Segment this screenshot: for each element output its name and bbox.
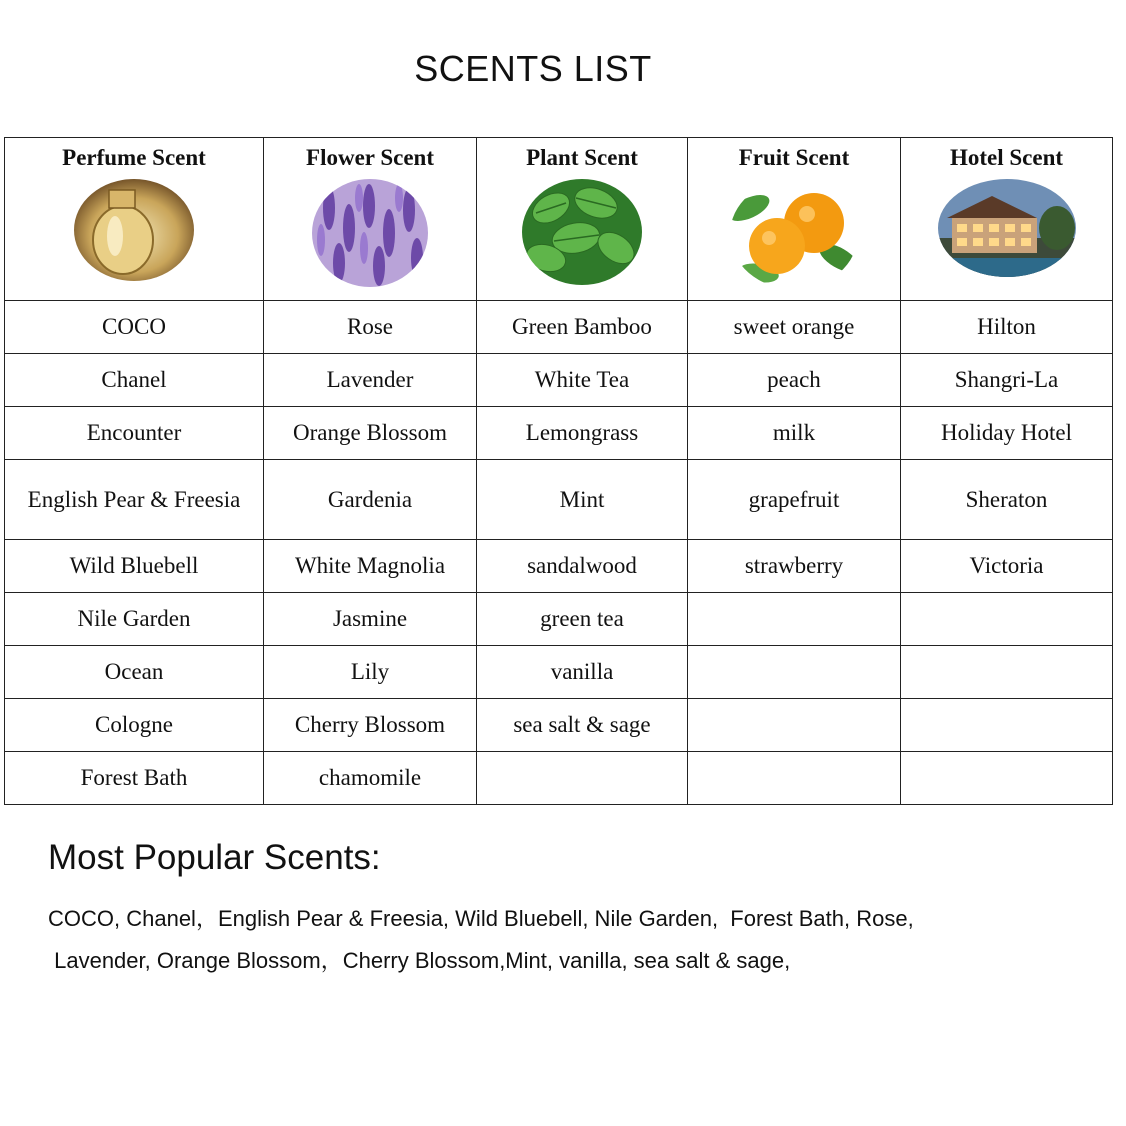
column-header-hotel — [901, 138, 1113, 301]
table-cell: Victoria — [901, 540, 1113, 593]
table-row — [5, 752, 1113, 805]
table-cell: strawberry — [688, 540, 901, 593]
table-cell: Green Bamboo — [477, 301, 688, 354]
table-cell: COCO — [5, 301, 264, 354]
column-label: Flower Scent — [306, 145, 434, 170]
table-cell: White Magnolia — [264, 540, 477, 593]
table-cell: Rose — [264, 301, 477, 354]
table-cell: Encounter — [5, 407, 264, 460]
column-label: Plant Scent — [526, 145, 638, 170]
table-cell: White Tea — [477, 354, 688, 407]
table-cell: sea salt & sage — [477, 699, 688, 752]
table-row — [5, 460, 1113, 540]
column-label: Fruit Scent — [738, 145, 850, 170]
table-cell — [688, 752, 901, 805]
column-label: Perfume Scent — [62, 145, 206, 170]
table-cell: Jasmine — [264, 593, 477, 646]
hotel-building-icon — [937, 178, 1077, 278]
table-cell: Lavender — [264, 354, 477, 407]
table-row — [5, 354, 1113, 407]
table-cell: Orange Blossom — [264, 407, 477, 460]
table-cell: Lily — [264, 646, 477, 699]
table-cell: Hilton — [901, 301, 1113, 354]
popular-scents-line-2: Lavender, Orange Blossom，Cherry Blossom,Mint, vanilla, sea salt & sage, — [48, 948, 791, 973]
table-cell: Cherry Blossom — [264, 699, 477, 752]
mint-leaves-icon — [521, 178, 643, 286]
table-row — [5, 301, 1113, 354]
table-cell: Chanel — [5, 354, 264, 407]
table-cell: Sheraton — [901, 460, 1113, 540]
table-cell: English Pear & Freesia — [5, 460, 264, 540]
table-cell: Forest Bath — [5, 752, 264, 805]
popular-scents-heading: Most Popular Scents: — [48, 838, 381, 877]
table-cell — [901, 646, 1113, 699]
table-cell: milk — [688, 407, 901, 460]
table-cell: Ocean — [5, 646, 264, 699]
table-cell: sandalwood — [477, 540, 688, 593]
orange-fruit-icon — [729, 178, 859, 290]
table-cell — [901, 752, 1113, 805]
table-cell: peach — [688, 354, 901, 407]
table-cell: chamomile — [264, 752, 477, 805]
scents-table — [4, 137, 1113, 805]
table-cell: Gardenia — [264, 460, 477, 540]
table-cell: sweet orange — [688, 301, 901, 354]
column-label: Hotel Scent — [949, 145, 1064, 170]
table-cell — [688, 646, 901, 699]
table-row — [5, 540, 1113, 593]
table-header-row — [5, 138, 1113, 301]
table-cell: green tea — [477, 593, 688, 646]
table-cell: vanilla — [477, 646, 688, 699]
column-header-perfume — [5, 138, 264, 301]
column-header-flower — [264, 138, 477, 301]
popular-scents-line-1: COCO, Chanel，English Pear & Freesia, Wild Bluebell, Nile Garden, Forest Bath, Rose, — [48, 906, 914, 931]
table-cell: Holiday Hotel — [901, 407, 1113, 460]
table-cell: Shangri-La — [901, 354, 1113, 407]
table-cell: Nile Garden — [5, 593, 264, 646]
table-row — [5, 407, 1113, 460]
table-cell — [477, 752, 688, 805]
table-cell: Lemongrass — [477, 407, 688, 460]
lavender-flower-icon — [309, 178, 431, 288]
table-cell: Wild Bluebell — [5, 540, 264, 593]
table-cell — [901, 699, 1113, 752]
table-cell — [688, 593, 901, 646]
table-row — [5, 699, 1113, 752]
table-cell: Mint — [477, 460, 688, 540]
column-header-fruit — [688, 138, 901, 301]
table-row — [5, 646, 1113, 699]
table-cell — [688, 699, 901, 752]
table-cell — [901, 593, 1113, 646]
perfume-bottle-icon — [73, 178, 195, 282]
table-cell: grapefruit — [688, 460, 901, 540]
column-header-plant — [477, 138, 688, 301]
page-title: SCENTS LIST — [414, 48, 652, 89]
table-cell: Cologne — [5, 699, 264, 752]
table-row — [5, 593, 1113, 646]
